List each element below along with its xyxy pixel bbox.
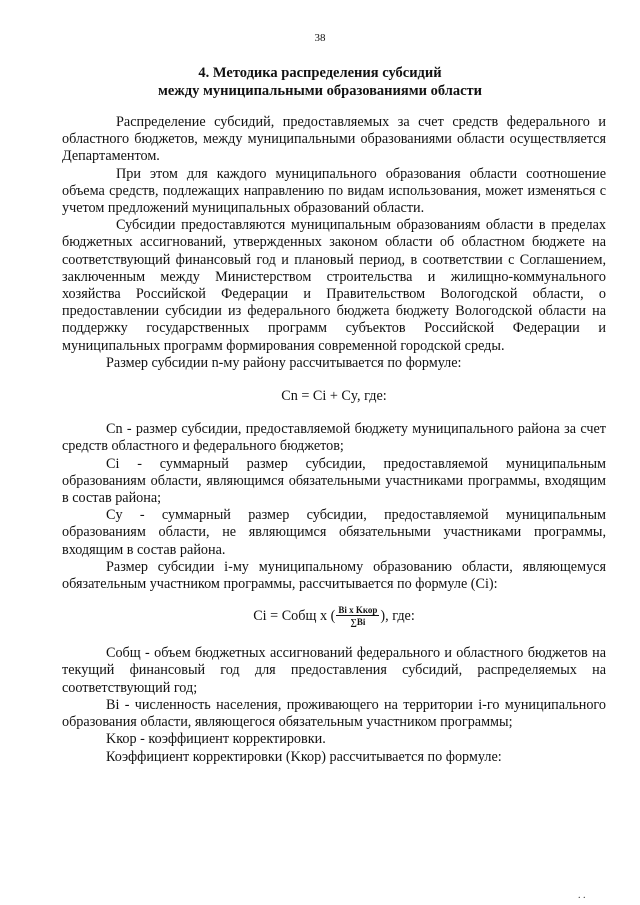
section-title-line-1: 4. Методика распределения субсидий [198,65,442,81]
definition-cn: Cn - размер субсидии, предоставляемой бюджету муниципального района за счет средств областного и федерального бюджетов; [62,421,606,455]
section-title [0,64,640,100]
formula-cn: Cn = Ci + Cy, где: [281,388,387,405]
definition-cy: Cy - суммарный размер субсидии, предоставляемой муниципальным образованиям области, не являющимся обязательными участниками программы, входящим в состав района. [62,507,606,558]
definition-kkor: Kкор - коэффициент корректировки. [106,731,326,748]
definition-bi: Bi - численность населения, проживающего на территории i-го муниципального образования области, являющегося обязательным участником программы; [62,696,606,731]
definition-ci: Ci - суммарный размер субсидии, предоставляемой муниципальным образованиям области, являющимся обязательными участниками программы, входящим в состав района; [62,455,606,507]
formula-ci-right: ), где: [380,607,415,624]
formula-ci-denominator: ∑Bi [350,617,366,628]
formula-ci [62,605,606,627]
paragraph-kkor-formula-intro: Коэффициент корректировки (Kкор) рассчитывается по формуле: [106,748,502,765]
formula-ci-fraction [336,605,379,627]
document-body [62,114,606,766]
scan-mark: . . [578,890,586,901]
definition-cobsh: Cобщ - объем бюджетных ассигнований федерального и областного бюджетов на текущий финансовый год для предоставления субсидий, распределяемых на соответствующий год; [62,645,606,696]
section-title-line-2: между муниципальными образованиями области [157,83,483,99]
formula-ci-left: Ci = Cобщ x ( [253,607,336,624]
paragraph-ci-formula-intro: Размер субсидии i-му муниципальному образованию области, являющемуся обязательным участником программы, рассчитывается по формуле (Ci): [62,558,606,593]
paragraph-ratio: При этом для каждого муниципального образования области соотношение объема средств, подлежащих направлению по видам использования, может изменяться с учетом предложений муниципальных образований области. [62,165,606,217]
paragraph-distribution: Распределение субсидий, предоставляемых за счет средств федерального и областного бюджетов, между муниципальными образованиями области осуществляется Департаментом. [62,114,606,165]
paragraph-subsidies: Субсидии предоставляются муниципальным образованиям области в пределах бюджетных ассигнований, утвержденных законом области об областном бюджете на соответствующий финансовый год и плановый период, в соответствии с Соглашением, заключенным между Министерством строительства и жилищно-коммунального хозяйства Российской Федерации и Правительством Вологодской области, о предоставлении субсидии из федерального бюджета бюджету Вологодской области на поддержку государственных программ субъектов Российской Федерации и муниципальных программ формирования современной городской среды. [62,217,606,354]
page-number: 38 [314,32,326,44]
paragraph-formula-intro: Размер субсидии n-му району рассчитывается по формуле: [106,354,462,371]
formula-ci-numerator: Bi x Kкор [338,605,378,616]
